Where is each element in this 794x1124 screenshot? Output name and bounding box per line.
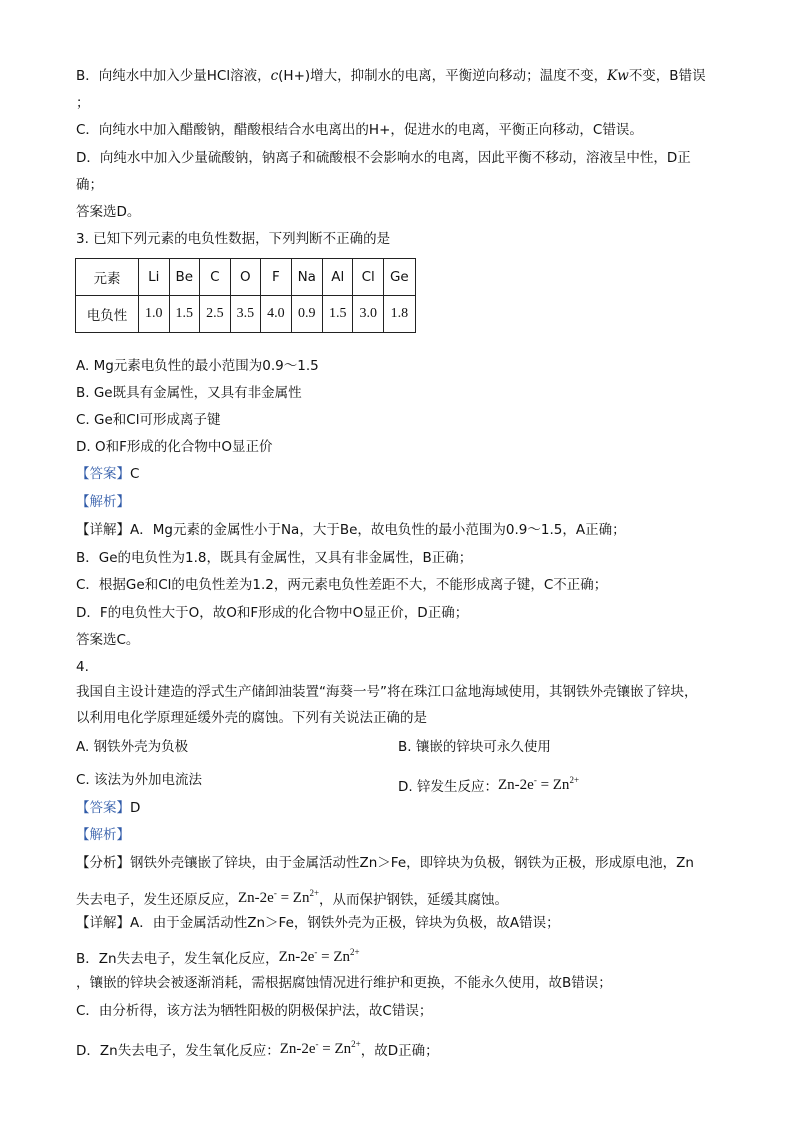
table-row-values — [76, 296, 416, 333]
q4-detail-b-1: B．Zn失去电子，发生氧化反应，$Zn-2e^- = Zn^{2+}$ — [76, 947, 360, 967]
equation: $Zn-2e^- = Zn^{2+}$ — [238, 888, 320, 906]
q3-analysis-tag: 【解析】 — [76, 494, 130, 510]
element-cell: C — [200, 259, 231, 296]
element-cell: Li — [139, 259, 170, 296]
value-cell: 1.0 — [139, 296, 170, 333]
q4-fenxi-1: 【分析】钢铁外壳镶嵌了锌块，由于金属活动性Zn＞Fe，即锌块为负极，钢铁为正极，形成原电池，Zn — [76, 855, 694, 871]
equation: $Zn-2e^- = Zn^{2+}$ — [279, 1039, 361, 1057]
equation: $Zn-2e^- = Zn^{2+}$ — [497, 775, 580, 793]
q4-option-d: D. 锌发生反应：$Zn-2e^- = Zn^{2+}$ — [398, 775, 580, 795]
value-cell: 0.9 — [291, 296, 322, 333]
value-cell: 2.5 — [200, 296, 231, 333]
q3-option-a: A. Mg元素电负性的最小范围为0.9～1.5 — [76, 358, 319, 374]
prev-option-d-explanation-2: 确； — [76, 177, 103, 193]
q4-fenxi-2: 失去电子，发生还原反应，$Zn-2e^- = Zn^{2+}$，从而保护钢铁，延缓其腐蚀。 — [76, 888, 509, 908]
q4-analysis-tag: 【解析】 — [76, 827, 130, 843]
prev-option-c-explanation: C．向纯水中加入醋酸钠，醋酸根结合水电离出的H+，促进水的电离，平衡正向移动，C错误。 — [76, 122, 643, 138]
value-cell: 1.5 — [169, 296, 200, 333]
q3-answer — [76, 464, 139, 484]
value-cell: 3.0 — [353, 296, 384, 333]
q4-stem-1: 我国自主设计建造的浮式生产储卸油装置“海葵一号”将在珠江口盆地海域使用，其钢铁外壳镶嵌了锌块， — [76, 684, 698, 700]
q4-option-c: C. 该法为外加电流法 — [76, 772, 203, 788]
q4-detail-a: 【详解】A．由于金属活动性Zn＞Fe，钢铁外壳为正极，锌块为负极，故A错误； — [76, 915, 560, 931]
answer-tag: 【答案】 — [76, 800, 130, 816]
q3-detail-b: B．Ge的电负性为1.8，既具有金属性，又具有非金属性，B正确； — [76, 550, 473, 566]
q3-final-answer: 答案选C。 — [76, 632, 140, 648]
q3-detail-c: C．根据Ge和Cl的电负性差为1.2，两元素电负性差距不大，不能形成离子键，C不正确； — [76, 577, 608, 593]
q4-detail-c: C．由分析得，该方法为牺牲阳极的阴极保护法，故C错误； — [76, 1003, 433, 1019]
answer-tag: 【答案】 — [76, 466, 130, 482]
q4-detail-b-2: ，镶嵌的锌块会被逐渐消耗，需根据腐蚀情况进行维护和更换，不能永久使用，故B错误； — [76, 975, 612, 991]
prev-option-b-explanation: B．向纯水中加入少量HCl溶液，c(H+)增大，抑制水的电离，平衡逆向移动；温度不变，Kw不变，B错误 — [76, 68, 706, 84]
q4-stem-2: 以利用电化学原理延缓外壳的腐蚀。下列有关说法正确的是 — [76, 710, 427, 726]
value-cell: 1.8 — [383, 296, 415, 333]
element-cell: Be — [169, 259, 200, 296]
equation: $Zn-2e^- = Zn^{2+}$ — [278, 947, 360, 965]
q3-option-c: C. Ge和Cl可形成离子键 — [76, 412, 221, 428]
element-cell: Cl — [353, 259, 384, 296]
element-cell: Na — [291, 259, 322, 296]
element-cell: Al — [322, 259, 353, 296]
prev-option-d-explanation-1: D．向纯水中加入少量硫酸钠，钠离子和硫酸根不会影响水的电离，因此平衡不移动，溶液呈中性，D正 — [76, 150, 691, 166]
q4-detail-d: D．Zn失去电子，发生氧化反应：$Zn-2e^- = Zn^{2+}$，故D正确； — [76, 1039, 439, 1059]
table-row-elements — [76, 259, 416, 296]
electronegativity-table — [75, 258, 416, 333]
value-cell: 1.5 — [322, 296, 353, 333]
prev-semicolon: ； — [76, 95, 90, 111]
q4-option-a: A. 钢铁外壳为负极 — [76, 739, 189, 755]
value-cell: 3.5 — [230, 296, 261, 333]
q3-detail-a: 【详解】A．Mg元素的金属性小于Na，大于Be，故电负性的最小范围为0.9～1.5，A正确； — [76, 522, 626, 538]
element-cell: O — [230, 259, 261, 296]
q3-option-d: D. O和F形成的化合物中O显正价 — [76, 439, 273, 455]
answer-value: D — [130, 800, 141, 816]
q3-stem: 3. 已知下列元素的电负性数据，下列判断不正确的是 — [76, 231, 391, 247]
q3-option-b: B. Ge既具有金属性，又具有非金属性 — [76, 385, 302, 401]
value-cell: 4.0 — [261, 296, 292, 333]
q3-detail-d: D．F的电负性大于O，故O和F形成的化合物中O显正价，D正确； — [76, 605, 469, 621]
q4-option-b: B. 镶嵌的锌块可永久使用 — [398, 739, 551, 755]
q4-number: 4. — [76, 659, 89, 675]
q4-answer — [76, 798, 140, 818]
element-cell: Ge — [383, 259, 415, 296]
table-header-label: 元素 — [76, 259, 139, 296]
element-cell: F — [261, 259, 292, 296]
table-row-label: 电负性 — [76, 296, 139, 333]
prev-answer: 答案选D。 — [76, 204, 141, 220]
answer-value: C — [130, 466, 140, 482]
